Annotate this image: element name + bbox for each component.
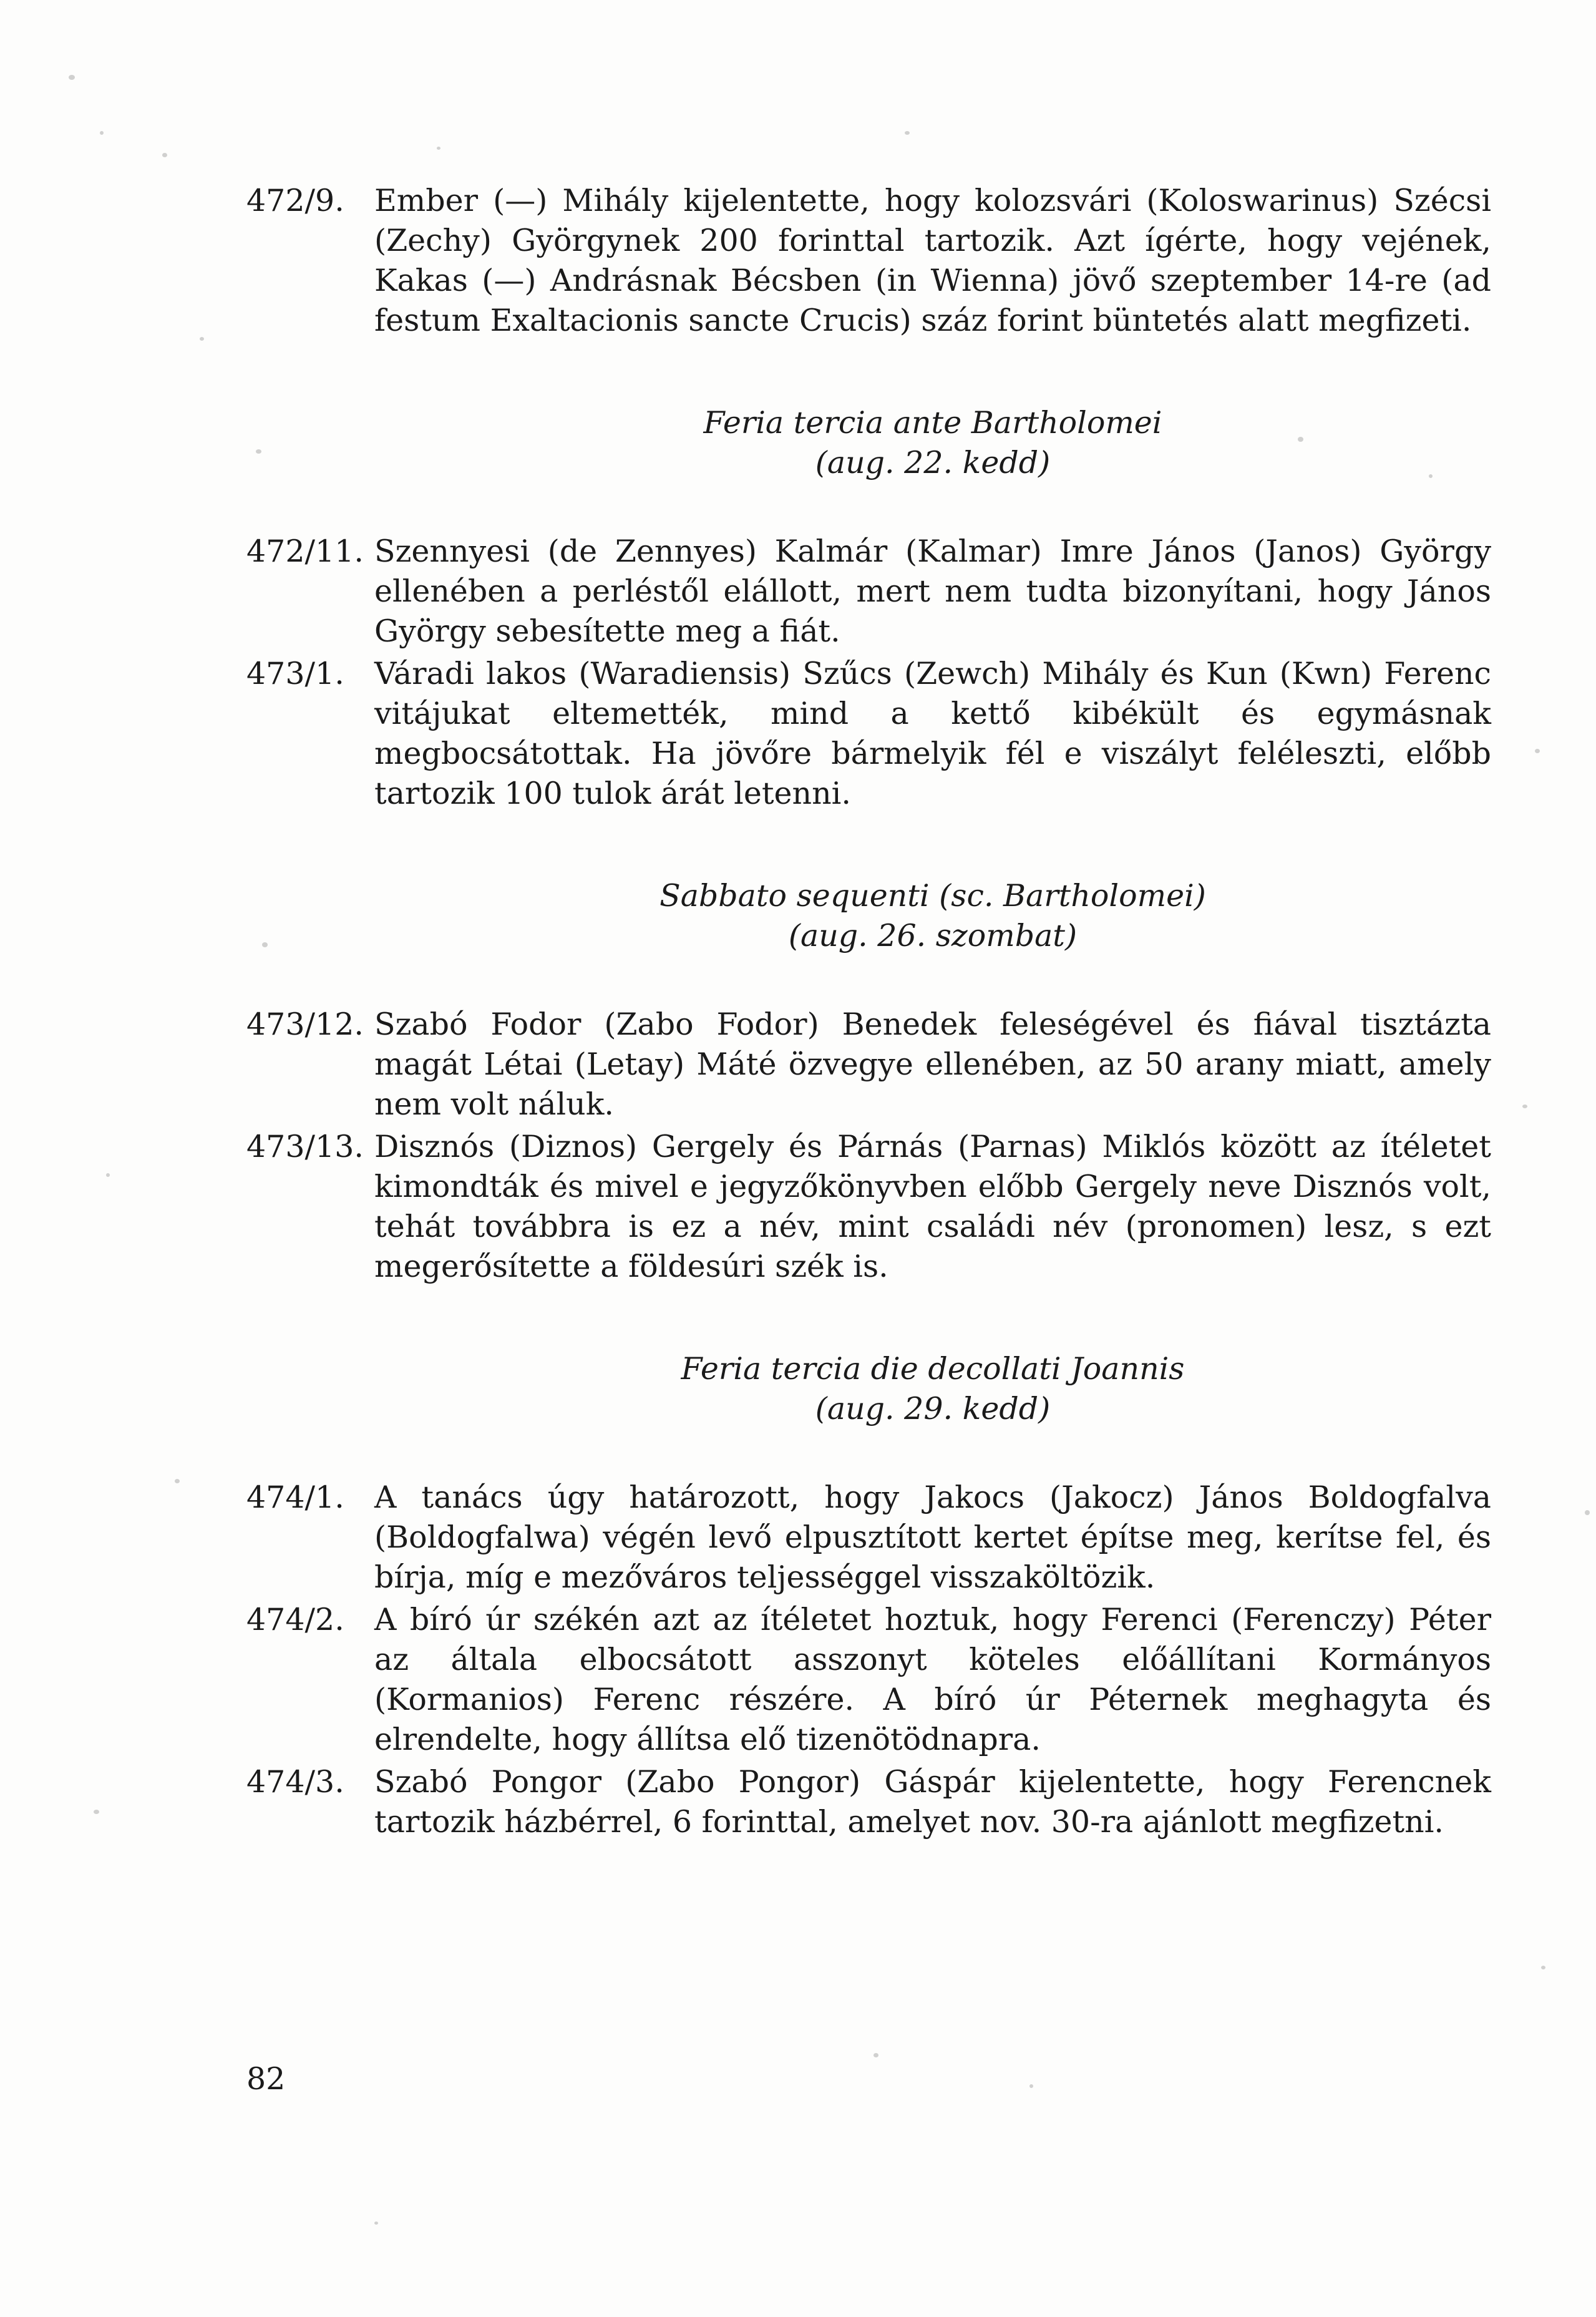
heading-date: (aug. 22. kedd): [815, 445, 1051, 480]
entry-number: 472/11.: [246, 534, 364, 569]
speck: [905, 131, 910, 135]
entry-text: Szabó Pongor (Zabo Pongor) Gáspár kijelentette, hogy Ferencnek tartozik házbérrel, 6 forinttal, amelyet nov. 30-ra ajánlott megfizetni.: [374, 1764, 1491, 1840]
page-number: 82: [246, 2061, 286, 2097]
entry-text: A bíró úr székén azt az ítéletet hoztuk, hogy Ferenci (Ferenczy) Péter az általa elbocsátott asszonyt köteles előállítani Kormányos (Kormanios) Ferenc részére. A bíró úr Péternek meghagyta és elrendelte, hogy állítsa elő tizenötödnapra.: [374, 1602, 1491, 1757]
entry-text: Disznós (Diznos) Gergely és Párnás (Parnas) Miklós között az ítéletet kimondták és mivel e jegyzőkönyvben előbb Gergely neve Disznós volt, tehát továbbra is ez a név, mint családi név (pronomen) lesz, s ezt megerősítette a földesúri szék is.: [374, 1129, 1491, 1284]
speck: [437, 147, 440, 150]
heading-date: (aug. 26. szombat): [788, 918, 1078, 954]
heading-latin: Feria tercia ante Bartholomei: [703, 405, 1162, 441]
entry-473-13: [246, 1127, 1491, 1287]
speck: [162, 153, 167, 157]
speck: [1522, 1105, 1527, 1108]
speck: [200, 337, 204, 341]
entry-number: 474/3.: [246, 1764, 344, 1800]
entry-number: 473/13.: [246, 1129, 364, 1164]
entry-number: 473/1.: [246, 656, 344, 691]
speck: [374, 2222, 378, 2225]
speck: [106, 1173, 110, 1177]
entry-text: A tanács úgy határozott, hogy Jakocs (Jakocz) János Boldogfalva (Boldogfalwa) végén levő elpusztított kertet építse meg, kerítse fel, és bírja, míg e mezőváros teljességgel visszaköltözik.: [374, 1480, 1491, 1595]
speck: [1535, 749, 1540, 753]
speck: [1585, 1510, 1590, 1515]
speck: [175, 1479, 180, 1483]
heading-date: (aug. 29. kedd): [815, 1391, 1051, 1427]
heading-latin: Feria tercia die decollati Joannis: [681, 1351, 1185, 1387]
session-heading-aug-22: [246, 403, 1491, 483]
entry-text: Váradi lakos (Waradiensis) Szűcs (Zewch) Mihály és Kun (Kwn) Ferenc vitájukat eltemették, mind a kettő kibékült és egymásnak megbocsátottak. Ha jövőre bármelyik fél e viszályt feléleszti, előbb tartozik 100 tulok árát letenni.: [374, 656, 1491, 811]
entry-number: 472/9.: [246, 183, 344, 218]
speck: [100, 131, 104, 135]
entry-text: Szabó Fodor (Zabo Fodor) Benedek feleségével és fiával tisztázta magát Létai (Letay) Máté özvegye ellenében, az 50 arany miatt, amely nem volt náluk.: [374, 1007, 1491, 1122]
entry-473-1: [246, 654, 1491, 814]
entry-473-12: [246, 1005, 1491, 1124]
speck: [1541, 1966, 1545, 1969]
speck: [94, 1810, 99, 1814]
session-heading-aug-29: [246, 1349, 1491, 1429]
entry-number: 473/12.: [246, 1007, 364, 1042]
entry-text: Ember (—) Mihály kijelentette, hogy kolozsvári (Koloswarinus) Szécsi (Zechy) Györgynek 200 forinttal tartozik. Azt ígérte, hogy vejének, Kakas (—) Andrásnak Bécsben (in Wienna) jövő szeptember 14-re (ad festum Exaltacionis sancte Crucis) száz forint büntetés alatt megfizeti.: [374, 183, 1491, 338]
entry-number: 474/1.: [246, 1480, 344, 1515]
entry-472-9: [246, 181, 1491, 341]
entry-474-2: [246, 1600, 1491, 1760]
entry-474-1: [246, 1478, 1491, 1598]
speck: [69, 75, 75, 80]
page-body: [246, 181, 1491, 1842]
speck: [1029, 2084, 1033, 2088]
session-heading-aug-26: [246, 876, 1491, 956]
entry-number: 474/2.: [246, 1602, 344, 1637]
entry-472-11: [246, 532, 1491, 651]
entry-text: Szennyesi (de Zennyes) Kalmár (Kalmar) Imre János (Janos) György ellenében a perléstől elállott, mert nem tudta bizonyítani, hogy János György sebesítette meg a fiát.: [374, 534, 1491, 649]
heading-latin: Sabbato sequenti (sc. Bartholomei): [659, 878, 1206, 914]
speck: [873, 2053, 878, 2057]
entry-474-3: [246, 1762, 1491, 1842]
